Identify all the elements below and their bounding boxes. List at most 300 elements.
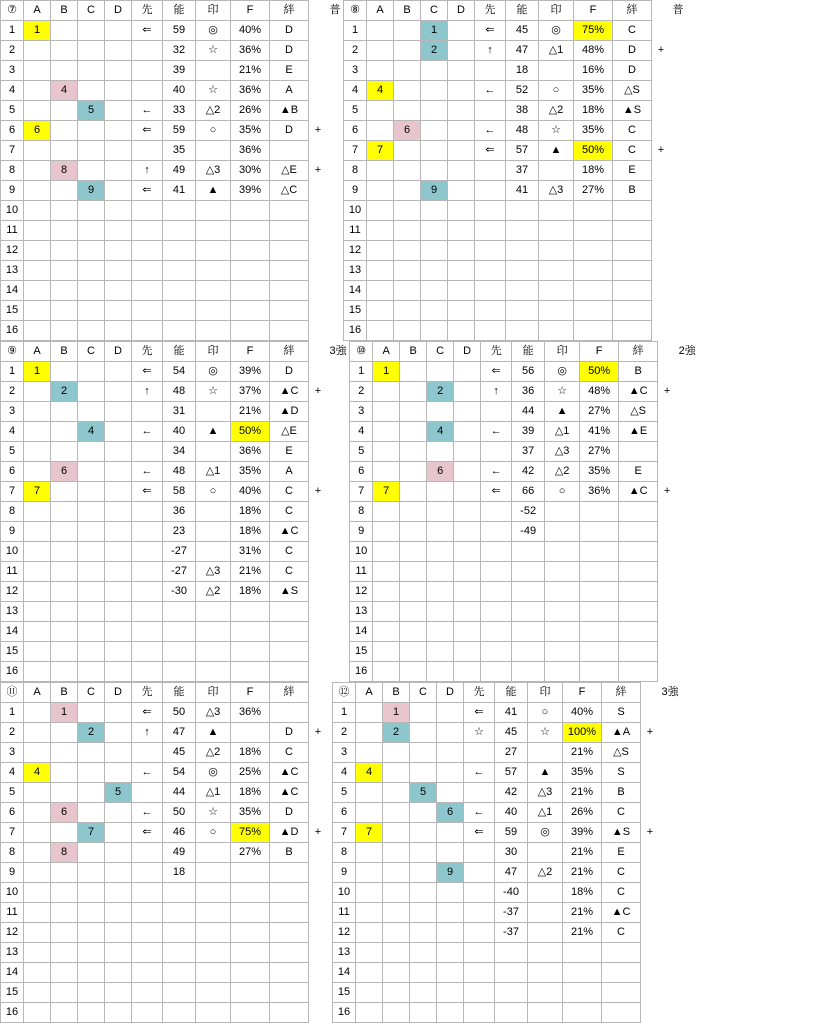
cell-B[interactable] <box>51 301 78 321</box>
cell-D[interactable] <box>454 662 481 682</box>
cell-nou[interactable] <box>163 943 196 963</box>
cell-kizuna[interactable] <box>270 241 309 261</box>
cell-B[interactable] <box>394 301 421 321</box>
cell-in[interactable] <box>539 221 574 241</box>
cell-B[interactable] <box>394 81 421 101</box>
cell-in[interactable]: ○ <box>539 81 574 101</box>
row-label[interactable]: 3 <box>344 61 367 81</box>
cell-C[interactable] <box>427 442 454 462</box>
cell-sen[interactable]: ← <box>132 763 163 783</box>
cell-C[interactable] <box>427 562 454 582</box>
cell-in[interactable] <box>528 903 563 923</box>
cell-in[interactable] <box>545 622 580 642</box>
cell-nou[interactable] <box>506 321 539 341</box>
cell-f[interactable]: 16% <box>574 61 613 81</box>
cell-A[interactable] <box>367 101 394 121</box>
cell-C[interactable] <box>427 602 454 622</box>
cell-in[interactable] <box>545 642 580 662</box>
cell-kizuna[interactable]: D <box>613 61 652 81</box>
cell-kizuna[interactable]: D <box>270 803 309 823</box>
cell-sen[interactable] <box>132 321 163 341</box>
cell-A[interactable] <box>24 201 51 221</box>
row-label[interactable]: 4 <box>350 422 373 442</box>
cell-kizuna[interactable]: ▲C <box>270 382 309 402</box>
cell-sen[interactable]: ⇐ <box>481 362 512 382</box>
cell-nou[interactable] <box>163 642 196 662</box>
cell-B[interactable] <box>383 803 410 823</box>
cell-f[interactable]: 40% <box>231 21 270 41</box>
cell-in[interactable]: △1 <box>196 462 231 482</box>
row-label[interactable]: 4 <box>333 763 356 783</box>
cell-B[interactable] <box>51 41 78 61</box>
cell-f[interactable]: 18% <box>231 502 270 522</box>
row-label[interactable]: 14 <box>333 963 356 983</box>
cell-C[interactable] <box>410 903 437 923</box>
cell-nou[interactable] <box>512 602 545 622</box>
cell-nou[interactable] <box>163 662 196 682</box>
cell-B[interactable] <box>51 602 78 622</box>
cell-f[interactable] <box>574 301 613 321</box>
cell-A[interactable] <box>367 21 394 41</box>
row-label[interactable]: 14 <box>344 281 367 301</box>
row-label[interactable]: 2 <box>344 41 367 61</box>
cell-B[interactable] <box>51 482 78 502</box>
cell-B[interactable] <box>383 863 410 883</box>
cell-f[interactable]: 18% <box>231 783 270 803</box>
cell-in[interactable]: △1 <box>545 422 580 442</box>
cell-in[interactable] <box>196 261 231 281</box>
cell-A[interactable] <box>24 803 51 823</box>
cell-sen[interactable] <box>132 502 163 522</box>
cell-in[interactable]: ▲ <box>196 723 231 743</box>
cell-nou[interactable]: 41 <box>163 181 196 201</box>
cell-sen[interactable] <box>464 903 495 923</box>
cell-in[interactable] <box>196 923 231 943</box>
row-label[interactable]: 12 <box>344 241 367 261</box>
cell-nou[interactable]: 40 <box>163 422 196 442</box>
cell-kizuna[interactable] <box>602 943 641 963</box>
cell-A[interactable] <box>24 502 51 522</box>
cell-kizuna[interactable] <box>619 602 658 622</box>
cell-B[interactable] <box>400 482 427 502</box>
cell-f[interactable]: 40% <box>563 703 602 723</box>
cell-kizuna[interactable]: C <box>270 542 309 562</box>
cell-B[interactable] <box>51 863 78 883</box>
cell-A[interactable] <box>367 181 394 201</box>
cell-kizuna[interactable] <box>270 221 309 241</box>
cell-C[interactable] <box>78 582 105 602</box>
cell-C[interactable] <box>78 803 105 823</box>
cell-D[interactable] <box>437 923 464 943</box>
cell-C[interactable] <box>78 261 105 281</box>
cell-f[interactable]: 35% <box>563 763 602 783</box>
row-label[interactable]: 16 <box>1 662 24 682</box>
cell-nou[interactable]: 50 <box>163 703 196 723</box>
cell-A[interactable] <box>373 522 400 542</box>
cell-D[interactable] <box>105 41 132 61</box>
cell-B[interactable] <box>394 61 421 81</box>
cell-D[interactable] <box>105 963 132 983</box>
cell-f[interactable]: 21% <box>563 843 602 863</box>
cell-sen[interactable] <box>481 542 512 562</box>
cell-f[interactable]: 18% <box>563 883 602 903</box>
cell-D[interactable] <box>105 221 132 241</box>
cell-C[interactable] <box>421 101 448 121</box>
cell-D[interactable] <box>105 983 132 1003</box>
cell-in[interactable] <box>528 843 563 863</box>
cell-in[interactable]: ▲ <box>196 422 231 442</box>
cell-D[interactable] <box>437 963 464 983</box>
cell-A[interactable] <box>24 542 51 562</box>
cell-in[interactable] <box>539 261 574 281</box>
cell-B[interactable]: 1 <box>51 703 78 723</box>
cell-B[interactable] <box>51 181 78 201</box>
row-label[interactable]: 9 <box>333 863 356 883</box>
cell-B[interactable] <box>51 743 78 763</box>
cell-sen[interactable] <box>464 843 495 863</box>
cell-A[interactable] <box>373 382 400 402</box>
cell-A[interactable] <box>24 321 51 341</box>
row-label[interactable]: 7 <box>333 823 356 843</box>
cell-D[interactable] <box>437 843 464 863</box>
cell-nou[interactable]: -27 <box>163 542 196 562</box>
cell-nou[interactable]: 23 <box>163 522 196 542</box>
cell-B[interactable] <box>383 883 410 903</box>
cell-f[interactable]: 21% <box>563 863 602 883</box>
cell-A[interactable] <box>24 883 51 903</box>
cell-f[interactable]: 48% <box>580 382 619 402</box>
cell-kizuna[interactable] <box>270 642 309 662</box>
cell-C[interactable] <box>78 321 105 341</box>
cell-C[interactable] <box>421 241 448 261</box>
cell-kizuna[interactable]: ▲S <box>270 582 309 602</box>
cell-kizuna[interactable]: A <box>270 81 309 101</box>
cell-in[interactable]: ◎ <box>545 362 580 382</box>
cell-sen[interactable]: ⇐ <box>481 482 512 502</box>
cell-B[interactable] <box>51 321 78 341</box>
cell-in[interactable] <box>545 502 580 522</box>
cell-kizuna[interactable]: D <box>270 362 309 382</box>
cell-nou[interactable]: -52 <box>512 502 545 522</box>
cell-A[interactable] <box>24 462 51 482</box>
cell-B[interactable] <box>51 562 78 582</box>
cell-sen[interactable]: ↑ <box>481 382 512 402</box>
cell-B[interactable] <box>383 743 410 763</box>
cell-C[interactable] <box>421 121 448 141</box>
cell-nou[interactable] <box>512 562 545 582</box>
row-label[interactable]: 5 <box>333 783 356 803</box>
cell-C[interactable] <box>78 21 105 41</box>
cell-B[interactable] <box>394 281 421 301</box>
cell-A[interactable] <box>367 161 394 181</box>
cell-in[interactable] <box>539 161 574 181</box>
cell-in[interactable] <box>196 221 231 241</box>
cell-D[interactable] <box>448 181 475 201</box>
cell-B[interactable] <box>51 783 78 803</box>
cell-nou[interactable]: 54 <box>163 362 196 382</box>
cell-sen[interactable] <box>132 542 163 562</box>
cell-C[interactable] <box>78 923 105 943</box>
cell-sen[interactable] <box>132 221 163 241</box>
cell-sen[interactable]: ↑ <box>475 41 506 61</box>
cell-in[interactable]: △2 <box>539 101 574 121</box>
cell-in[interactable]: △2 <box>196 743 231 763</box>
cell-A[interactable] <box>24 141 51 161</box>
cell-D[interactable] <box>105 81 132 101</box>
cell-A[interactable] <box>367 41 394 61</box>
cell-A[interactable] <box>24 422 51 442</box>
cell-nou[interactable]: 30 <box>495 843 528 863</box>
cell-f[interactable] <box>231 883 270 903</box>
cell-sen[interactable] <box>132 963 163 983</box>
cell-A[interactable] <box>367 301 394 321</box>
cell-B[interactable] <box>51 903 78 923</box>
cell-sen[interactable]: ← <box>132 101 163 121</box>
cell-sen[interactable]: ⇐ <box>475 141 506 161</box>
cell-B[interactable] <box>394 241 421 261</box>
cell-nou[interactable]: 50 <box>163 803 196 823</box>
cell-D[interactable] <box>105 1003 132 1023</box>
cell-A[interactable] <box>356 863 383 883</box>
cell-kizuna[interactable] <box>619 442 658 462</box>
cell-A[interactable]: 1 <box>24 21 51 41</box>
cell-kizuna[interactable] <box>270 622 309 642</box>
cell-in[interactable] <box>539 301 574 321</box>
cell-nou[interactable] <box>163 963 196 983</box>
cell-kizuna[interactable]: D <box>270 21 309 41</box>
row-label[interactable]: 7 <box>350 482 373 502</box>
cell-kizuna[interactable] <box>270 662 309 682</box>
cell-A[interactable]: 1 <box>373 362 400 382</box>
cell-sen[interactable] <box>132 402 163 422</box>
cell-kizuna[interactable] <box>613 301 652 321</box>
cell-nou[interactable]: 48 <box>506 121 539 141</box>
row-label[interactable]: 11 <box>1 221 24 241</box>
cell-B[interactable] <box>394 261 421 281</box>
cell-f[interactable]: 35% <box>231 803 270 823</box>
cell-f[interactable]: 35% <box>574 81 613 101</box>
cell-A[interactable]: 7 <box>373 482 400 502</box>
cell-B[interactable] <box>394 21 421 41</box>
cell-nou[interactable] <box>506 221 539 241</box>
cell-C[interactable] <box>427 542 454 562</box>
cell-D[interactable] <box>105 622 132 642</box>
cell-C[interactable]: 2 <box>427 382 454 402</box>
cell-B[interactable]: 6 <box>394 121 421 141</box>
row-label[interactable]: 15 <box>350 642 373 662</box>
cell-B[interactable] <box>51 502 78 522</box>
cell-nou[interactable] <box>163 221 196 241</box>
cell-B[interactable] <box>51 121 78 141</box>
cell-D[interactable] <box>454 542 481 562</box>
cell-A[interactable] <box>24 743 51 763</box>
cell-f[interactable] <box>563 983 602 1003</box>
cell-kizuna[interactable] <box>270 261 309 281</box>
cell-nou[interactable]: -49 <box>512 522 545 542</box>
cell-kizuna[interactable] <box>270 963 309 983</box>
cell-C[interactable] <box>421 141 448 161</box>
cell-kizuna[interactable]: B <box>613 181 652 201</box>
cell-kizuna[interactable]: B <box>270 843 309 863</box>
cell-B[interactable] <box>51 823 78 843</box>
cell-A[interactable] <box>24 903 51 923</box>
cell-C[interactable] <box>78 61 105 81</box>
cell-sen[interactable] <box>481 402 512 422</box>
cell-f[interactable] <box>231 321 270 341</box>
cell-kizuna[interactable] <box>602 1003 641 1023</box>
cell-D[interactable] <box>105 883 132 903</box>
cell-f[interactable] <box>574 321 613 341</box>
cell-sen[interactable] <box>481 502 512 522</box>
cell-D[interactable] <box>448 21 475 41</box>
cell-sen[interactable] <box>132 301 163 321</box>
cell-in[interactable]: ◎ <box>196 362 231 382</box>
cell-B[interactable] <box>394 321 421 341</box>
cell-C[interactable] <box>410 763 437 783</box>
cell-sen[interactable]: ⇐ <box>132 362 163 382</box>
cell-f[interactable] <box>580 502 619 522</box>
cell-nou[interactable] <box>495 963 528 983</box>
cell-nou[interactable]: -27 <box>163 562 196 582</box>
cell-sen[interactable] <box>132 261 163 281</box>
cell-kizuna[interactable]: △S <box>619 402 658 422</box>
cell-nou[interactable]: 44 <box>163 783 196 803</box>
cell-f[interactable]: 21% <box>563 923 602 943</box>
cell-B[interactable] <box>383 963 410 983</box>
cell-C[interactable]: 9 <box>78 181 105 201</box>
cell-f[interactable]: 36% <box>231 81 270 101</box>
cell-in[interactable]: ○ <box>196 121 231 141</box>
cell-B[interactable] <box>400 542 427 562</box>
cell-sen[interactable]: ⇐ <box>132 181 163 201</box>
cell-f[interactable]: 75% <box>231 823 270 843</box>
cell-C[interactable] <box>78 843 105 863</box>
cell-B[interactable] <box>51 642 78 662</box>
row-label[interactable]: 9 <box>1 522 24 542</box>
cell-kizuna[interactable] <box>270 943 309 963</box>
cell-C[interactable] <box>410 963 437 983</box>
cell-C[interactable] <box>421 261 448 281</box>
cell-D[interactable] <box>437 943 464 963</box>
cell-C[interactable] <box>78 221 105 241</box>
cell-D[interactable] <box>448 321 475 341</box>
cell-B[interactable] <box>51 281 78 301</box>
cell-C[interactable] <box>410 983 437 1003</box>
cell-A[interactable] <box>373 622 400 642</box>
cell-D[interactable] <box>454 562 481 582</box>
cell-nou[interactable]: 46 <box>163 823 196 843</box>
row-label[interactable]: 10 <box>350 542 373 562</box>
cell-C[interactable] <box>78 642 105 662</box>
cell-A[interactable]: 4 <box>356 763 383 783</box>
cell-nou[interactable] <box>512 642 545 662</box>
cell-nou[interactable]: 45 <box>506 21 539 41</box>
cell-f[interactable] <box>563 1003 602 1023</box>
cell-B[interactable] <box>383 983 410 1003</box>
cell-nou[interactable] <box>163 622 196 642</box>
row-label[interactable]: 9 <box>1 181 24 201</box>
cell-C[interactable] <box>421 281 448 301</box>
cell-f[interactable]: 21% <box>563 783 602 803</box>
cell-C[interactable] <box>78 281 105 301</box>
cell-D[interactable] <box>448 101 475 121</box>
cell-in[interactable]: ▲ <box>196 181 231 201</box>
cell-sen[interactable]: ← <box>475 121 506 141</box>
cell-sen[interactable] <box>475 181 506 201</box>
cell-in[interactable] <box>545 582 580 602</box>
cell-in[interactable]: ○ <box>545 482 580 502</box>
cell-kizuna[interactable] <box>613 241 652 261</box>
cell-C[interactable] <box>78 201 105 221</box>
cell-D[interactable] <box>437 1003 464 1023</box>
cell-A[interactable] <box>24 622 51 642</box>
cell-f[interactable] <box>574 221 613 241</box>
row-label[interactable]: 15 <box>344 301 367 321</box>
cell-D[interactable] <box>105 201 132 221</box>
cell-nou[interactable]: 39 <box>512 422 545 442</box>
cell-C[interactable] <box>410 723 437 743</box>
row-label[interactable]: 4 <box>1 422 24 442</box>
cell-A[interactable] <box>24 61 51 81</box>
cell-D[interactable] <box>105 522 132 542</box>
cell-A[interactable] <box>373 602 400 622</box>
cell-kizuna[interactable]: ▲B <box>270 101 309 121</box>
cell-nou[interactable]: 34 <box>163 442 196 462</box>
cell-sen[interactable]: ↑ <box>132 161 163 181</box>
cell-B[interactable] <box>383 843 410 863</box>
cell-D[interactable] <box>105 241 132 261</box>
cell-f[interactable] <box>231 662 270 682</box>
cell-A[interactable] <box>356 903 383 923</box>
cell-in[interactable] <box>196 61 231 81</box>
cell-C[interactable] <box>78 141 105 161</box>
cell-D[interactable] <box>105 462 132 482</box>
cell-sen[interactable] <box>481 442 512 462</box>
cell-sen[interactable]: ⇐ <box>475 21 506 41</box>
cell-f[interactable] <box>580 602 619 622</box>
cell-A[interactable] <box>367 281 394 301</box>
cell-kizuna[interactable] <box>270 923 309 943</box>
cell-in[interactable]: ◎ <box>196 21 231 41</box>
cell-f[interactable]: 21% <box>231 402 270 422</box>
row-label[interactable]: 5 <box>1 783 24 803</box>
cell-f[interactable]: 100% <box>563 723 602 743</box>
cell-D[interactable] <box>105 642 132 662</box>
cell-D[interactable] <box>454 582 481 602</box>
cell-sen[interactable] <box>464 943 495 963</box>
cell-in[interactable]: ☆ <box>539 121 574 141</box>
cell-in[interactable] <box>545 522 580 542</box>
cell-kizuna[interactable] <box>613 201 652 221</box>
cell-kizuna[interactable] <box>270 602 309 622</box>
cell-kizuna[interactable]: B <box>602 783 641 803</box>
cell-in[interactable] <box>545 602 580 622</box>
row-label[interactable]: 12 <box>1 923 24 943</box>
cell-D[interactable] <box>105 482 132 502</box>
cell-in[interactable]: △2 <box>528 863 563 883</box>
cell-B[interactable] <box>51 582 78 602</box>
cell-nou[interactable]: 33 <box>163 101 196 121</box>
cell-kizuna[interactable]: ▲S <box>602 823 641 843</box>
cell-D[interactable] <box>437 763 464 783</box>
cell-kizuna[interactable]: D <box>613 41 652 61</box>
cell-D[interactable] <box>105 923 132 943</box>
row-label[interactable]: 9 <box>344 181 367 201</box>
cell-f[interactable]: 27% <box>231 843 270 863</box>
cell-C[interactable] <box>410 803 437 823</box>
cell-nou[interactable]: 52 <box>506 81 539 101</box>
cell-sen[interactable] <box>475 201 506 221</box>
